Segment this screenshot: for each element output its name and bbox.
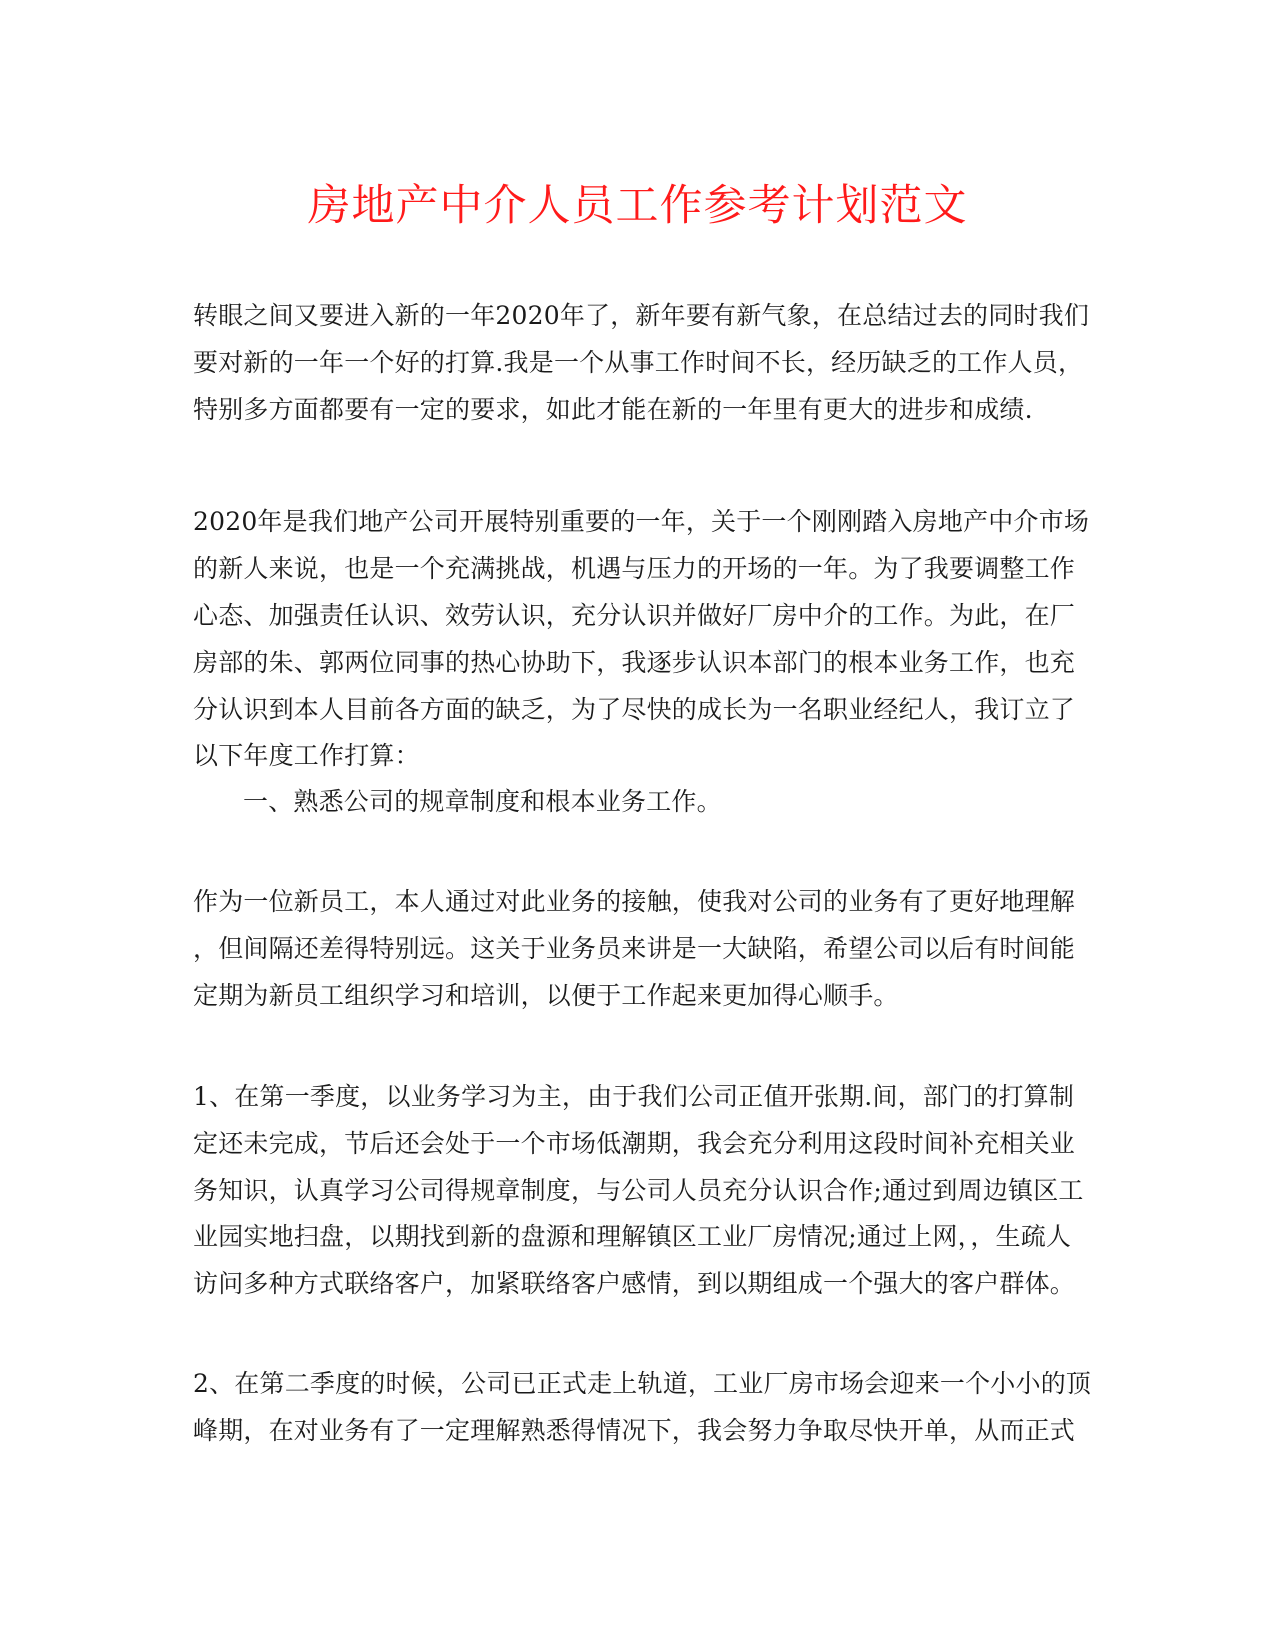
- paragraph-4-line-2: 定还未完成，节后还会处于一个市场低潮期，我会充分利用这段时间补充相关业: [193, 1129, 1076, 1158]
- paragraph-2-line-6: 以下年度工作打算：: [193, 741, 420, 770]
- paragraph-4-line-3: 务知识，认真学习公司得规章制度，与公司人员充分认识合作;通过到周边镇区工: [193, 1176, 1084, 1205]
- paragraph-3-line-2: ，但间隔还差得特别远。这关于业务员来讲是一大缺陷，希望公司以后有时间能: [193, 934, 1076, 963]
- paragraph-4-line-4: 业园实地扫盘，以期找到新的盘源和理解镇区工业厂房情况;通过上网，，生疏人: [193, 1222, 1072, 1251]
- paragraph-3-line-3: 定期为新员工组织学习和培训，以便于工作起来更加得心顺手。: [193, 981, 899, 1010]
- paragraph-2-line-3: 心态、加强责任认识、效劳认识，充分认识并做好厂房中介的工作。为此，在厂: [193, 601, 1076, 630]
- document-title: 房地产中介人员工作参考计划范文: [307, 181, 968, 231]
- paragraph-2-line-1: 2020年是我们地产公司开展特别重要的一年，关于一个刚刚踏入房地产中介市场: [193, 507, 1090, 536]
- paragraph-3-line-1: 作为一位新员工，本人通过对此业务的接触，使我对公司的业务有了更好地理解: [193, 887, 1076, 916]
- paragraph-4-line-5: 访问多种方式联络客户，加紧联络客户感情，到以期组成一个强大的客户群体。: [193, 1269, 1076, 1298]
- paragraph-4-line-1: 1、在第一季度，以业务学习为主，由于我们公司正值开张期.间，部门的打算制: [193, 1082, 1075, 1111]
- paragraph-1-line-2: 要对新的一年一个好的打算.我是一个从事工作时间不长，经历缺乏的工作人员，: [193, 348, 1084, 377]
- paragraph-1-line-1: 转眼之间又要进入新的一年2020年了，新年要有新气象，在总结过去的同时我们: [193, 301, 1090, 330]
- paragraph-2-line-2: 的新人来说，也是一个充满挑战，机遇与压力的开场的一年。为了我要调整工作: [193, 554, 1076, 583]
- paragraph-5-line-1: 2、在第二季度的时候，公司已正式走上轨道，工业厂房市场会迎来一个小小的顶: [193, 1369, 1092, 1398]
- paragraph-2-line-5: 分认识到本人目前各方面的缺乏，为了尽快的成长为一名职业经纪人，我订立了: [193, 695, 1076, 724]
- section-heading-1: 一、熟悉公司的规章制度和根本业务工作。: [243, 787, 722, 816]
- paragraph-1-line-3: 特别多方面都要有一定的要求，如此才能在新的一年里有更大的进步和成绩.: [193, 395, 1033, 424]
- paragraph-5-line-2: 峰期，在对业务有了一定理解熟悉得情况下，我会努力争取尽快开单，从而正式: [193, 1416, 1076, 1445]
- paragraph-2-line-4: 房部的朱、郭两位同事的热心协助下，我逐步认识本部门的根本业务工作，也充: [193, 648, 1076, 677]
